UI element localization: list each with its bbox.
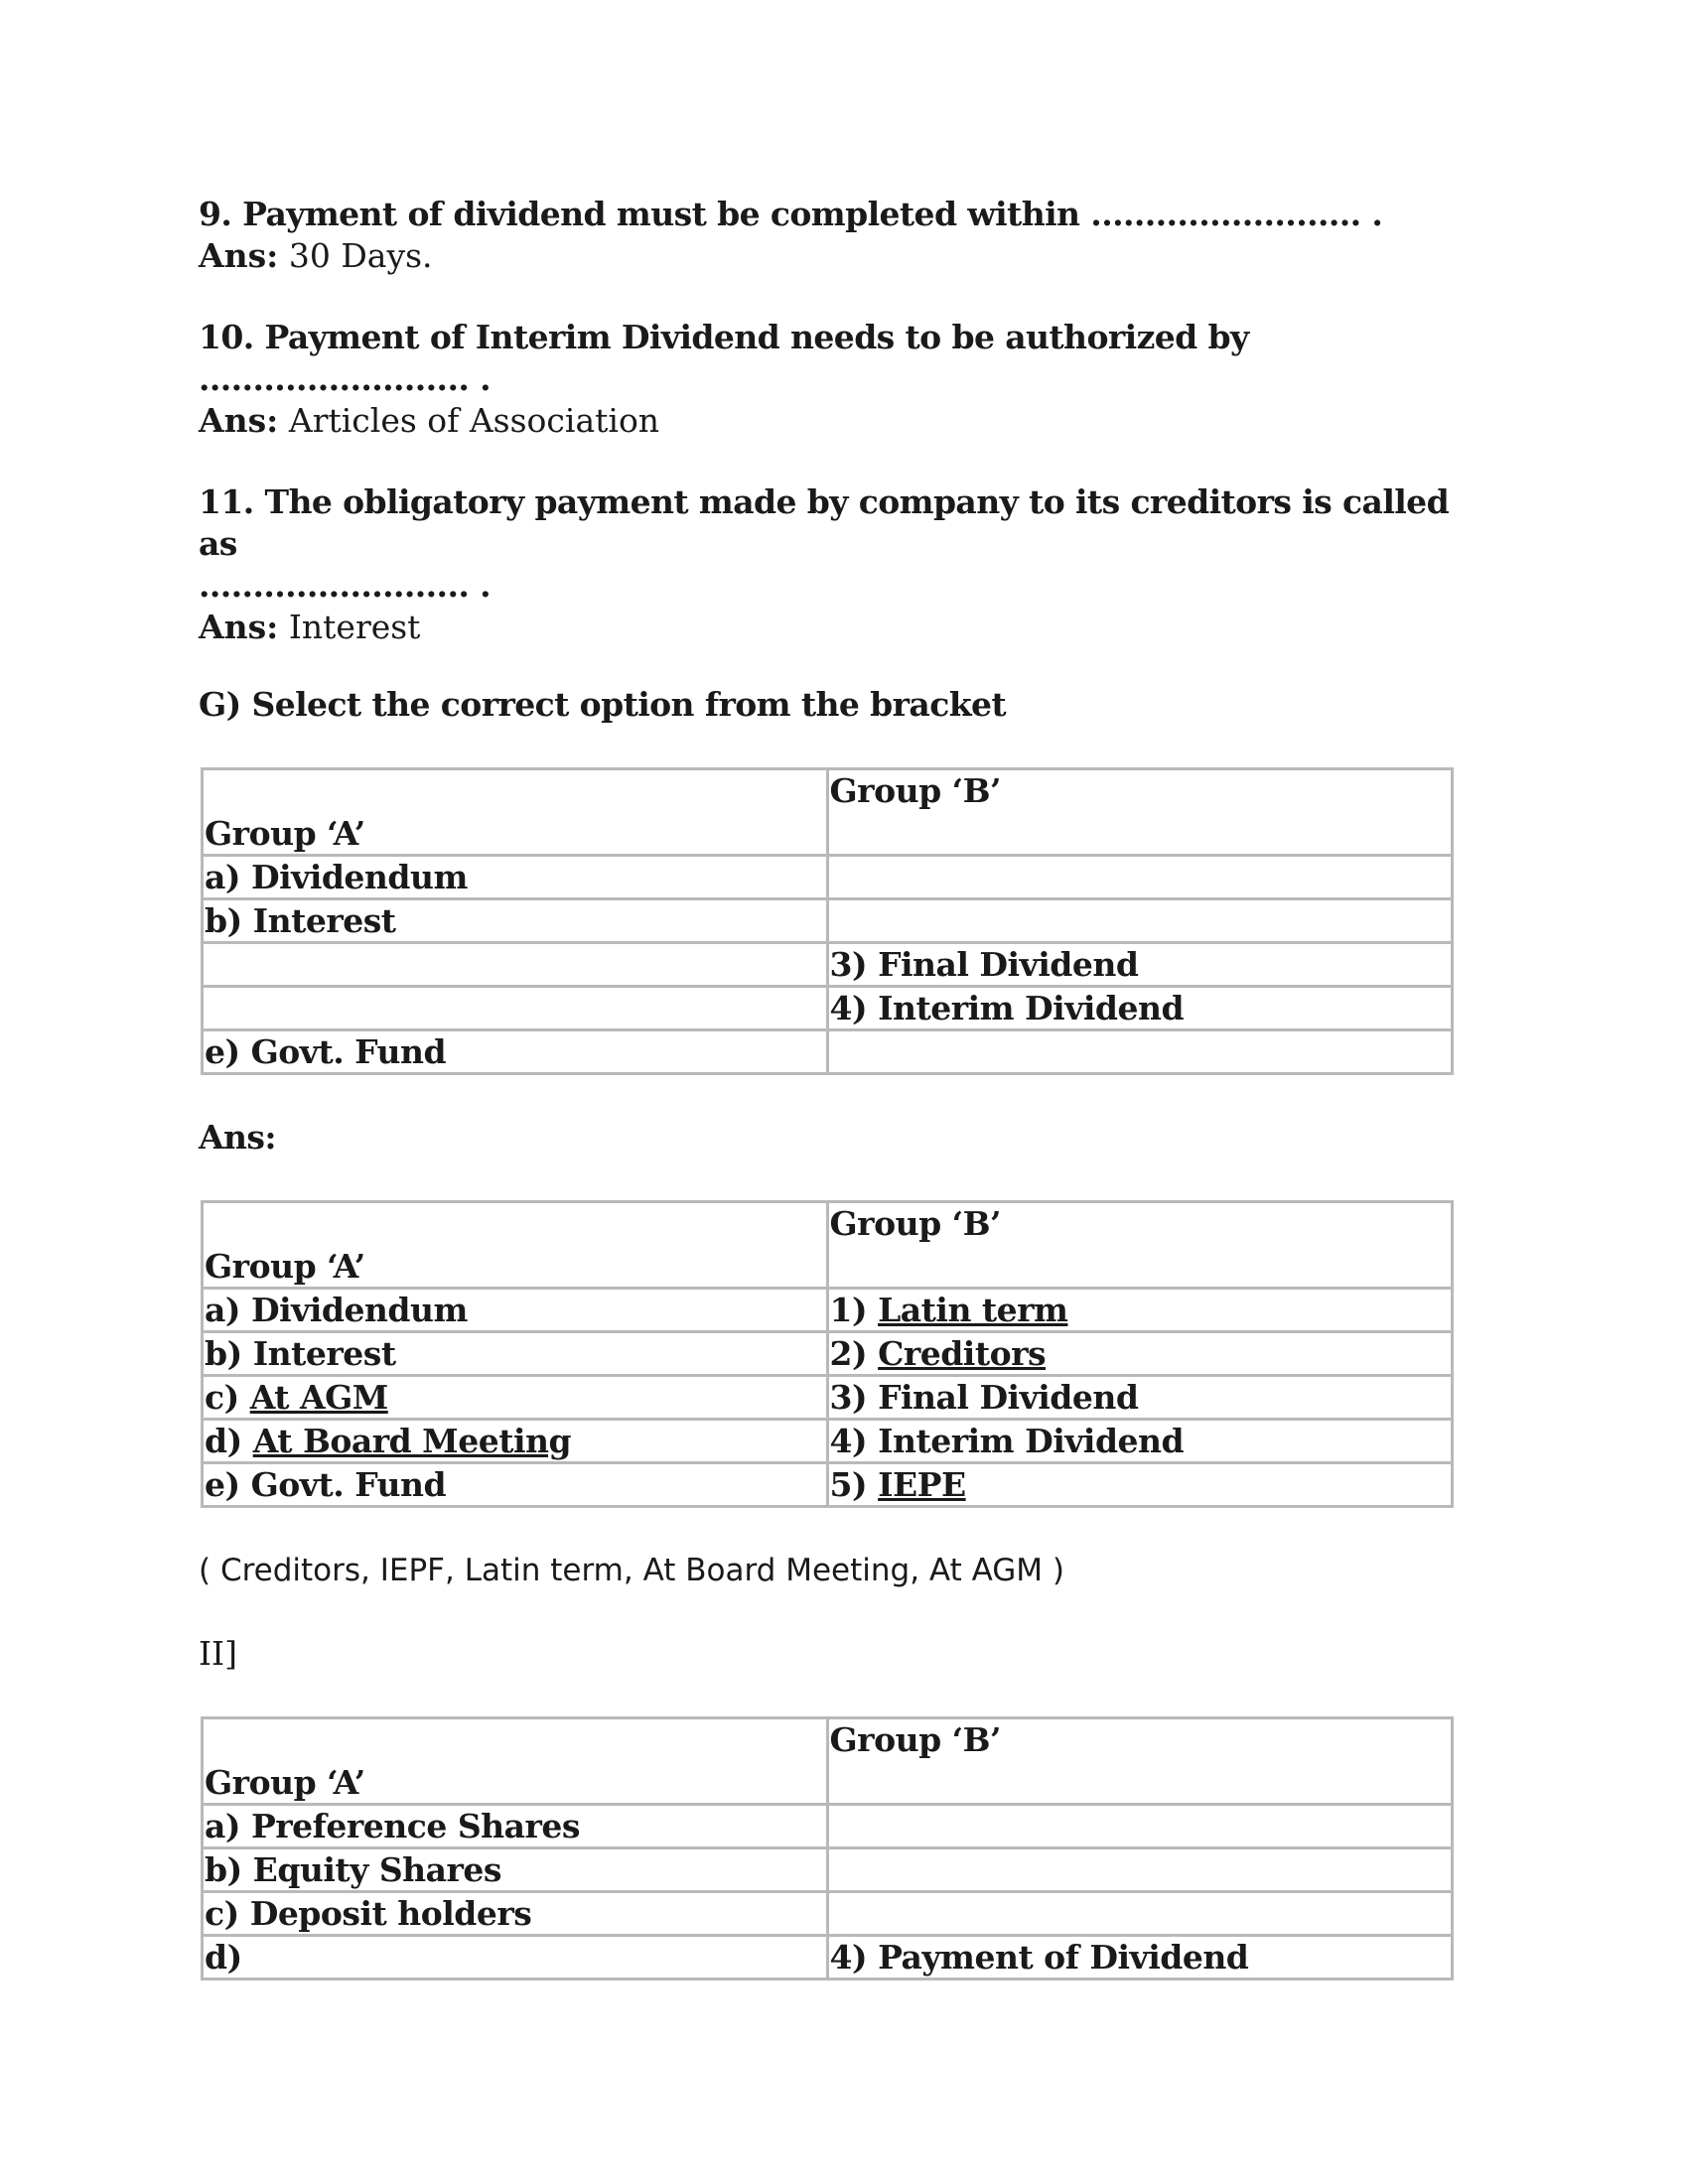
cell-b: [827, 1463, 1453, 1507]
cell-b: [827, 1892, 1453, 1936]
cell-a: [203, 987, 828, 1030]
cell-a: a) Preference Shares: [203, 1805, 828, 1848]
table-row: [203, 1805, 1453, 1848]
answer-line: [199, 400, 1450, 442]
header-group-a: Group ‘A’: [203, 1202, 828, 1289]
cell-b: 3) Final Dividend: [827, 943, 1453, 987]
cell-b: [827, 856, 1453, 899]
cell-a: [203, 1420, 828, 1463]
table-row: [203, 1332, 1453, 1376]
cell-text: Interest: [252, 1334, 396, 1373]
header-group-b: Group ‘B’: [827, 1202, 1453, 1289]
answer-line: [199, 235, 1450, 277]
table-row: [203, 1376, 1453, 1420]
cell-prefix: b): [205, 1334, 253, 1373]
bracket-options: ( Creditors, IEPF, Latin term, At Board Meeting, At AGM ): [199, 1553, 1064, 1588]
cell-text: Final Dividend: [878, 1378, 1139, 1417]
cell-answer: Latin term: [878, 1291, 1068, 1329]
cell-a: [203, 1376, 828, 1420]
cell-prefix: e): [205, 1465, 251, 1504]
cell-prefix: 4): [829, 1422, 879, 1460]
cell-prefix: a): [205, 1291, 251, 1329]
cell-b: [827, 1030, 1453, 1074]
cell-a: c) Deposit holders: [203, 1892, 828, 1936]
header-group-a: Group ‘A’: [203, 769, 828, 856]
cell-b: [827, 1420, 1453, 1463]
question-text: 11. The obligatory payment made by company to its creditors is called as: [199, 482, 1450, 563]
document-page: [199, 194, 1450, 1980]
cell-b: [827, 1848, 1453, 1892]
question-11: [199, 481, 1450, 648]
cell-prefix: 2): [829, 1334, 879, 1373]
cell-answer: Creditors: [878, 1334, 1047, 1373]
match-table-question: [201, 767, 1454, 1075]
question-text: 9. Payment of dividend must be completed within ......................... .: [199, 195, 1383, 233]
table-row: [203, 987, 1453, 1030]
question-blank: ......................... .: [199, 566, 491, 605]
cell-b: [827, 1376, 1453, 1420]
section-heading: G) Select the correct option from the bracket: [199, 685, 1007, 724]
table-row: [203, 856, 1453, 899]
question-10: [199, 317, 1450, 442]
cell-a: b) Equity Shares: [203, 1848, 828, 1892]
table-row: [203, 899, 1453, 943]
cell-prefix: c): [205, 1378, 250, 1417]
answer-label: Ans:: [199, 608, 279, 646]
cell-a: a) Dividendum: [203, 856, 828, 899]
table-row: [203, 1848, 1453, 1892]
cell-answer: At Board Meeting: [252, 1422, 572, 1460]
cell-text: Dividendum: [251, 1291, 468, 1329]
table-row: [203, 1420, 1453, 1463]
cell-a: [203, 943, 828, 987]
part-label: II]: [199, 1634, 237, 1673]
header-group-b: Group ‘B’: [827, 1718, 1453, 1805]
table-header-row: [203, 769, 1453, 856]
cell-b: [827, 1332, 1453, 1376]
cell-text: Govt. Fund: [250, 1465, 447, 1504]
table-header-row: [203, 1718, 1453, 1805]
table-header-row: [203, 1202, 1453, 1289]
cell-a: [203, 1332, 828, 1376]
cell-prefix: d): [205, 1422, 253, 1460]
question-text: 10. Payment of Interim Dividend needs to be authorized by ......................... .: [199, 318, 1249, 398]
cell-a: [203, 1289, 828, 1332]
question-9: [199, 194, 1450, 277]
answer-value: Articles of Association: [288, 401, 660, 440]
cell-a: [203, 1463, 828, 1507]
match-table-answer: [201, 1200, 1454, 1508]
table-row: [203, 943, 1453, 987]
cell-a: d): [203, 1936, 828, 1979]
answer-value: Interest: [288, 608, 421, 646]
cell-b: 4) Payment of Dividend: [827, 1936, 1453, 1979]
answer-line: [199, 607, 1450, 648]
cell-a: e) Govt. Fund: [203, 1030, 828, 1074]
cell-answer: IEPE: [878, 1465, 966, 1504]
table-row: [203, 1892, 1453, 1936]
cell-b: 4) Interim Dividend: [827, 987, 1453, 1030]
table-row: [203, 1936, 1453, 1979]
cell-b: [827, 1289, 1453, 1332]
cell-text: Interim Dividend: [878, 1422, 1185, 1460]
answer-value: 30 Days.: [288, 236, 433, 275]
table-row: [203, 1463, 1453, 1507]
cell-prefix: 3): [829, 1378, 879, 1417]
cell-b: [827, 899, 1453, 943]
answer-label: Ans:: [199, 401, 279, 440]
header-group-a: Group ‘A’: [203, 1718, 828, 1805]
cell-b: [827, 1805, 1453, 1848]
answer-label: Ans:: [199, 236, 279, 275]
answer-heading: Ans:: [199, 1118, 276, 1157]
table-row: [203, 1289, 1453, 1332]
cell-prefix: 5): [829, 1465, 879, 1504]
cell-prefix: 1): [829, 1291, 879, 1329]
cell-a: b) Interest: [203, 899, 828, 943]
match-table-part-2: [201, 1716, 1454, 1980]
cell-answer: At AGM: [249, 1378, 388, 1417]
table-row: [203, 1030, 1453, 1074]
header-group-b: Group ‘B’: [827, 769, 1453, 856]
